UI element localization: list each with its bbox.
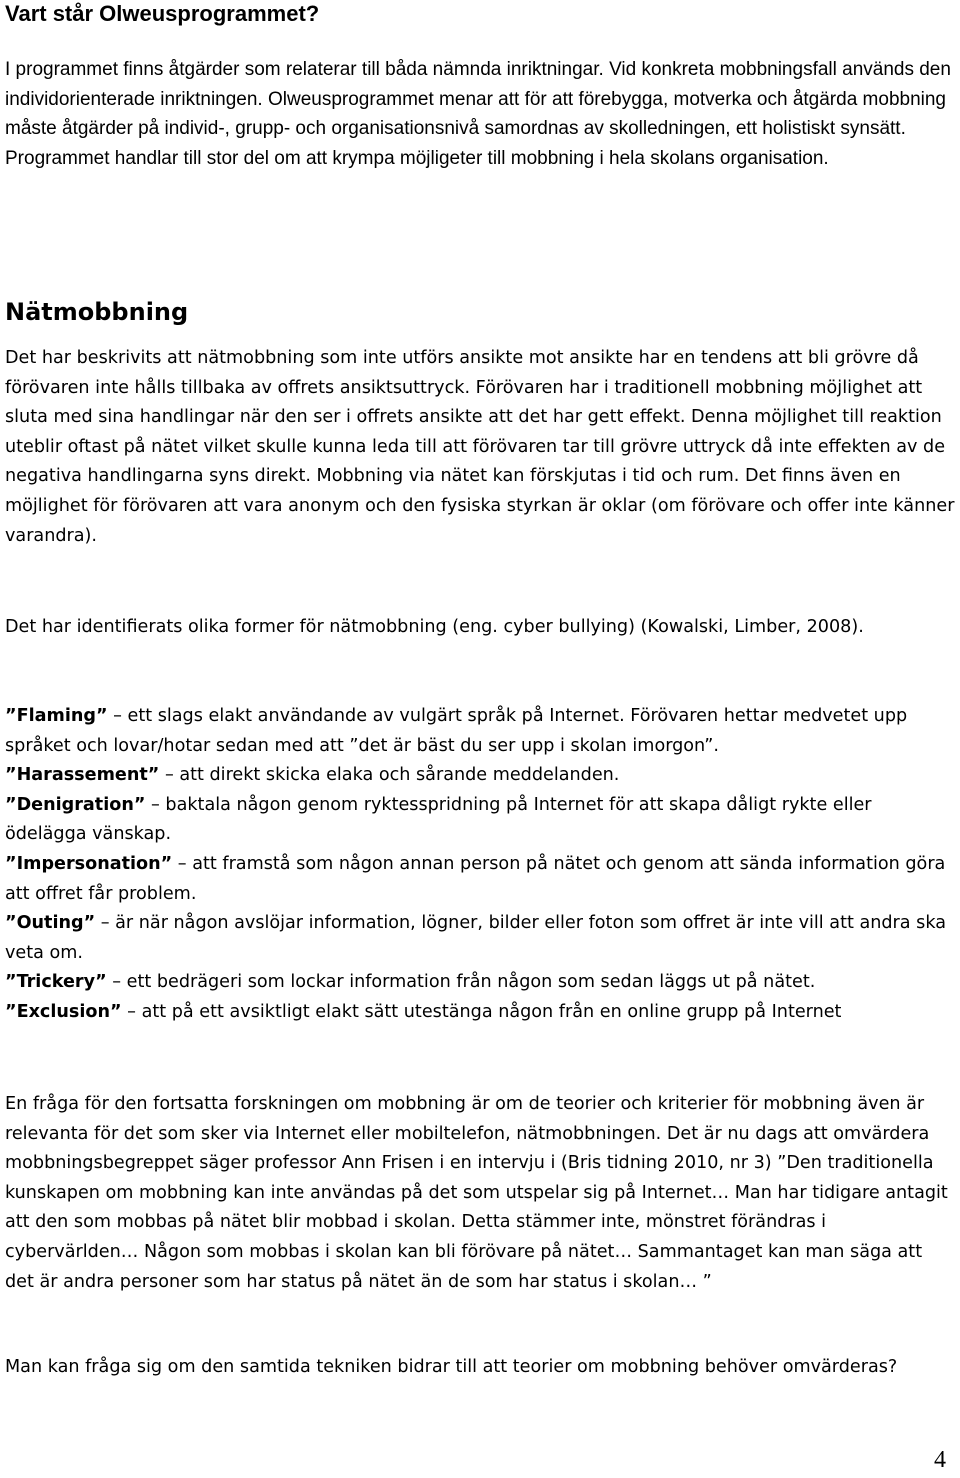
definition-text: – att direkt skicka elaka och sårande meddelanden. (159, 765, 620, 786)
definition-item (5, 909, 955, 968)
definition-term: ”Impersonation” (5, 853, 173, 874)
definition-term: ”Trickery” (5, 972, 107, 993)
definition-text: – att på ett avsiktligt elakt sätt utestänga någon från en online grupp på Internet (121, 1001, 842, 1022)
paragraph-forms: Det har identifierats olika former för nätmobbning (eng. cyber bullying) (Kowalski, Limber, 2008). (5, 617, 864, 637)
definition-text: – att framstå som någon annan person på nätet och genom att sända information göra att offret får problem. (5, 853, 946, 904)
definition-term: ”Denigration” (5, 794, 146, 815)
definition-item (5, 968, 955, 998)
definition-text: – ett slags elakt användande av vulgärt språk på Internet. Förövaren hettar medvetet upp språket och lovar/hotar sedan med att ”det är bäst du ser upp i skolan imorgon”. (5, 706, 908, 756)
definition-text: – ett bedrägeri som lockar information från någon som sedan läggs ut på nätet. (106, 972, 816, 993)
definition-item (5, 702, 955, 761)
paragraph-question: Man kan fråga sig om den samtida tekniken bidrar till att teorier om mobbning behöver omvärderas? (5, 1357, 898, 1377)
definition-term: ”Harassement” (5, 765, 160, 786)
section-title: Nätmobbning (5, 298, 189, 326)
definition-item (5, 791, 955, 850)
definition-item (5, 998, 955, 1028)
definition-term: ”Flaming” (5, 706, 108, 726)
definition-text: – baktala någon genom ryktesspridning på Internet för att skapa dåligt rykte eller ödelägga vänskap. (5, 794, 872, 845)
paragraph-netbullying: Det har beskrivits att nätmobbning som inte utförs ansikte mot ansikte har en tendens att bli grövre då förövaren inte hålls tillbaka av offrets ansiktsuttryck. Förövaren har i traditionell mobbning möjlighet att sluta med sina handlingar när den ser i offrets ansikte att det har gett effekt. Denna möjlighet till reaktion uteblir oftast på nätet vilket skulle kunna leda till att förövaren tar till grövre uttryck då inte effekten av de negativa handlingarna syns direkt. Mobbning via nätet kan förskjutas i tid och rum. Det finns även en möjlighet för förövaren att vara anonym och den fysiska styrkan är oklar (om förövare och offer inte känner varandra). (5, 348, 955, 546)
definition-term: ”Exclusion” (5, 1001, 122, 1022)
definition-item (5, 850, 955, 909)
paragraph-research: En fråga för den fortsatta forskningen om mobbning är om de teorier och kriterier för mobbning även är relevanta för det som sker via Internet eller mobiltelefon, nätmobbningen. Det är nu dags att omvärdera mobbningsbegreppet säger professor Ann Frisen i en intervju i (Bris tidning 2010, nr 3) ”Den traditionella kunskapen om mobbning kan inte användas på det som utspelar sig på Internet… Man har tidigare antagit att den som mobbas på nätet blir mobbad i skolan. Detta stämmer inte, mönstret förändras i cybervärlden… Någon som mobbas i skolan kan bli förövare på nätet… Sammantaget kan man säga att det är andra personer som har status på nätet än de som har status i skolan… ” (5, 1094, 948, 1292)
definition-text: – är när någon avslöjar information, lögner, bilder eller foton som offret är inte vill att andra ska veta om. (5, 913, 946, 963)
intro-paragraph: I programmet finns åtgärder som relaterar till båda nämnda inriktningar. Vid konkreta mobbningsfall används den individorienterade inriktningen. Olweusprogrammet menar att för att förebygga, motverka och åtgärda mobbning måste åtgärder på individ-, grupp- och organisationsnivå samordnas av skolledningen, ett holistiskt synsätt. Programmet handlar till stor del om att krympa möjligeter till mobbning i hela skolans organisation. (5, 59, 951, 169)
definition-term: ”Outing” (5, 913, 96, 934)
definition-list (5, 702, 955, 1028)
page-number: 4 (934, 1447, 946, 1473)
definition-item (5, 761, 955, 791)
page-heading: Vart står Olweusprogrammet? (5, 1, 320, 26)
